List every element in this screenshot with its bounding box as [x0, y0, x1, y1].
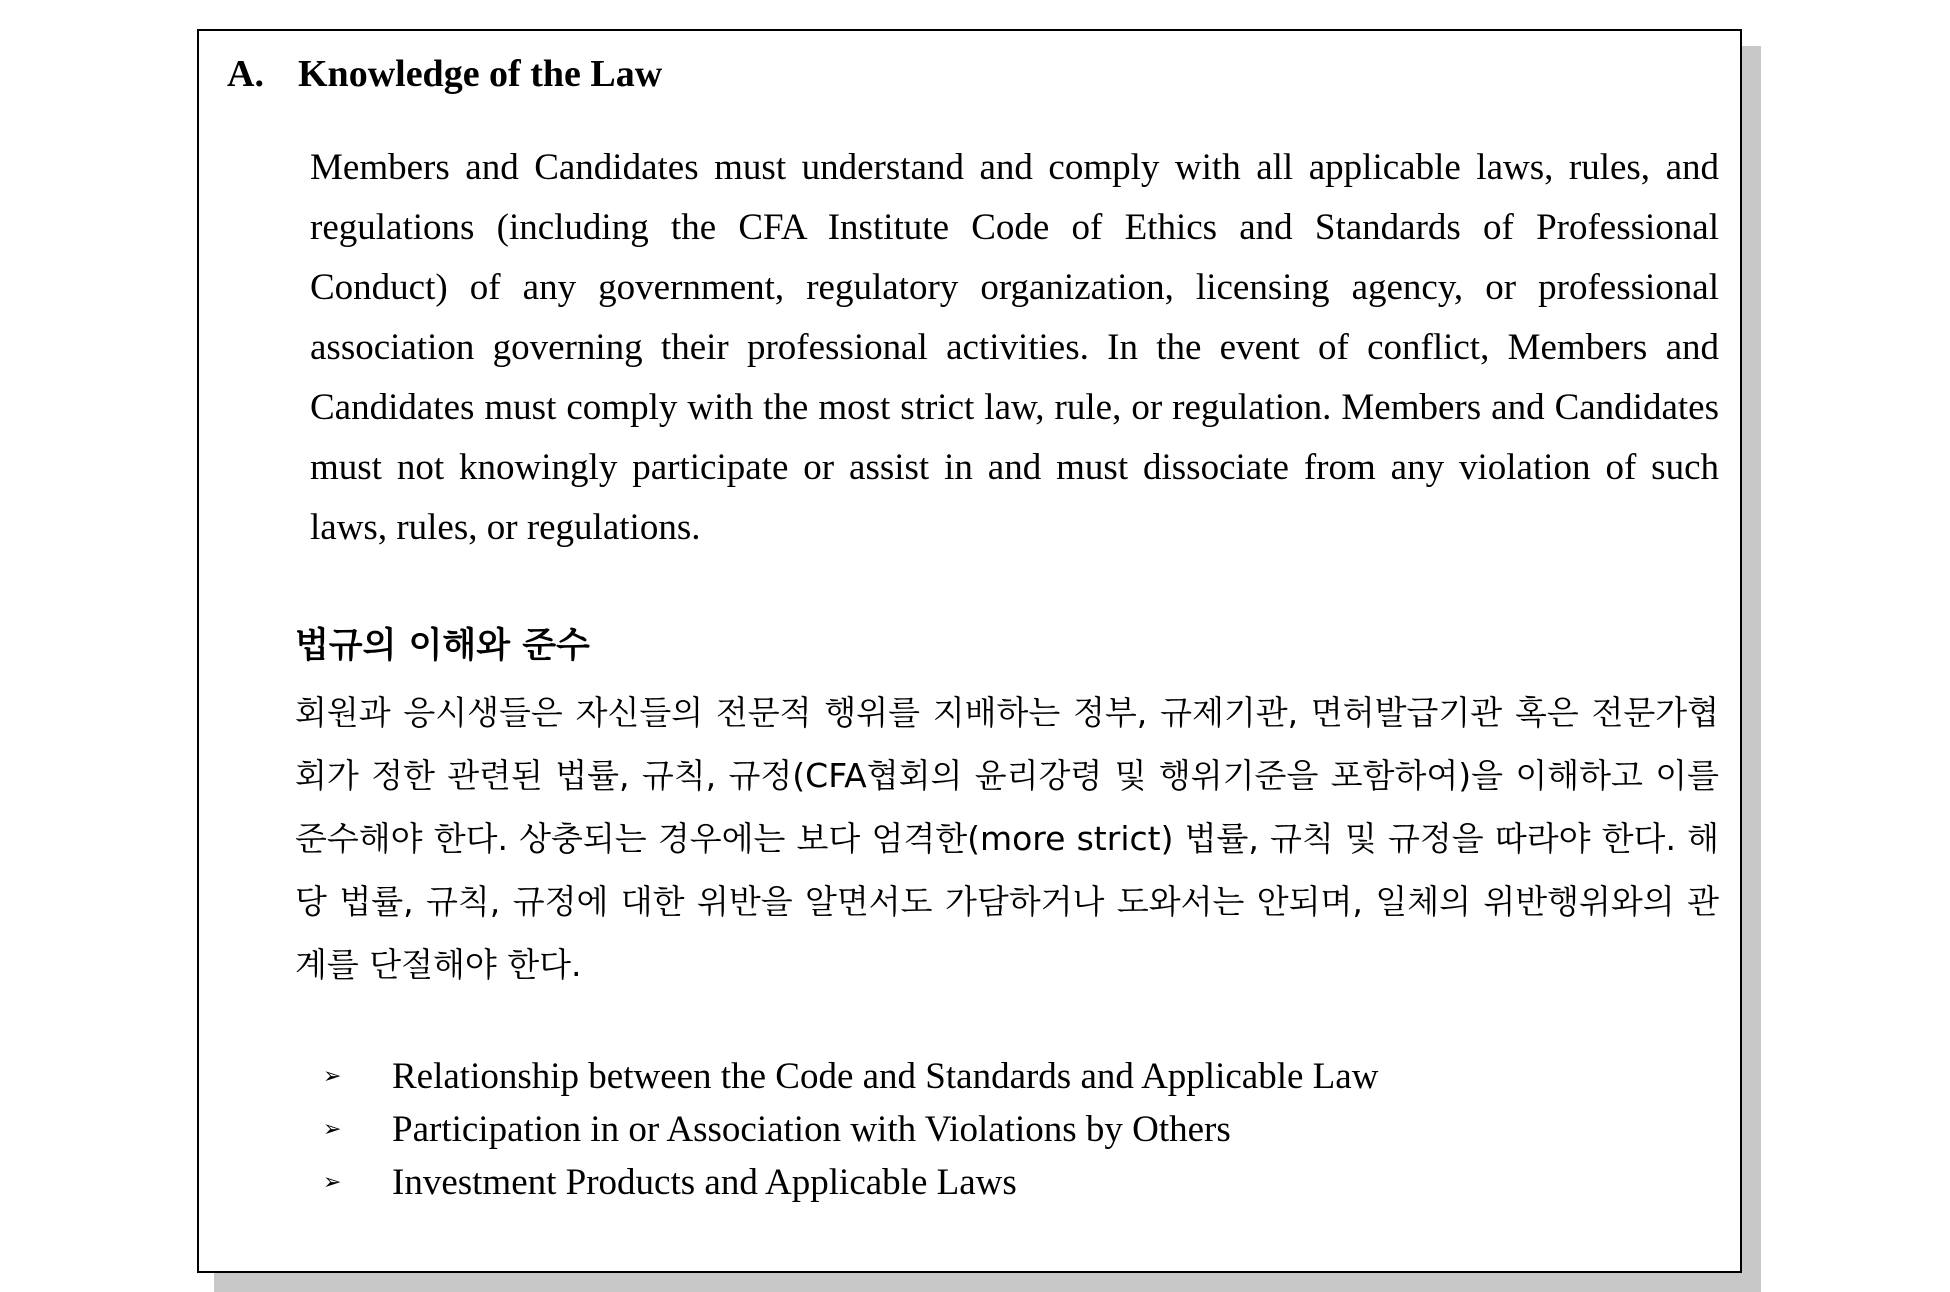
arrow-bullet-icon: ➢: [323, 1170, 342, 1195]
topic-text: Participation in or Association with Violations by Others: [392, 1109, 1231, 1150]
section-title: Knowledge of the Law: [298, 53, 663, 95]
topic-item: [323, 1050, 1378, 1103]
english-paragraph: Members and Candidates must understand and comply with all applicable laws, rules, and regulations (including the CFA Institute Code of Ethics and Standards of Professional Conduct) of any government, regulatory organization, licensing agency, or professional association governing their professional activities. In the event of conflict, Members and Candidates must comply with the most strict law, rule, or regulation. Members and Candidates must not knowingly participate or assist in and must dissociate from any violation of such laws, rules, or regulations.: [310, 147, 1719, 548]
arrow-bullet-icon: ➢: [323, 1064, 342, 1089]
topic-item: [323, 1156, 1378, 1209]
topic-list: [323, 1050, 1378, 1209]
topic-text: Relationship between the Code and Standards and Applicable Law: [392, 1056, 1379, 1097]
topic-item: [323, 1103, 1378, 1156]
section-heading: [227, 49, 662, 99]
section-letter: A.: [227, 53, 264, 95]
korean-title: 법규의 이해와 준수: [295, 626, 590, 666]
topic-text: Investment Products and Applicable Laws: [392, 1162, 1017, 1203]
korean-paragraph: 회원과 응시생들은 자신들의 전문적 행위를 지배하는 정부, 규제기관, 면허발급기관 혹은 전문가협회가 정한 관련된 법률, 규칙, 규정(CFA협회의 윤리강령 및 행위기준을 포함하여)을 이해하고 이를 준수해야 한다. 상충되는 경우에는 보다 엄격한(more strict) 법률, 규칙 및 규정을 따라야 한다. 해당 법률, 규칙, 규정에 대한 위반을 알면서도 가담하거나 도와서는 안되며, 일체의 위반행위와의 관계를 단절해야 한다.: [295, 693, 1719, 984]
standard-box: [197, 29, 1742, 1273]
arrow-bullet-icon: ➢: [323, 1117, 342, 1142]
